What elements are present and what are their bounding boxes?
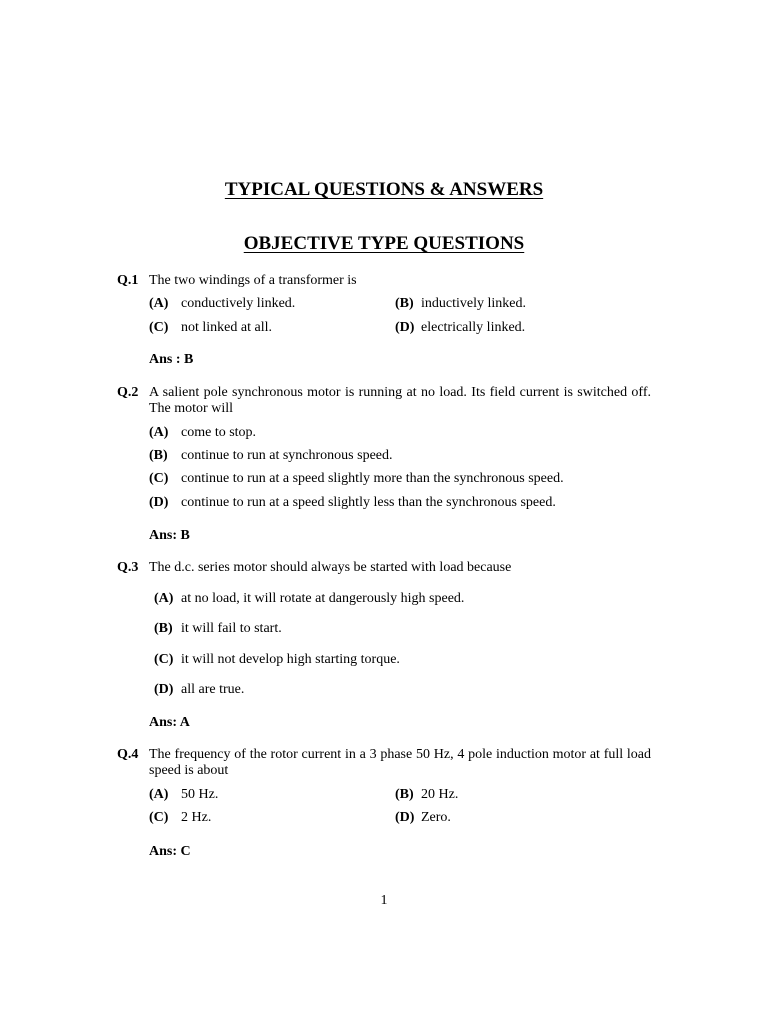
section-title: OBJECTIVE TYPE QUESTIONS [243, 233, 525, 254]
option-text: 50 Hz. [181, 787, 219, 802]
option-label: (C) [149, 471, 169, 486]
option-label: (B) [395, 296, 414, 311]
question-text: The d.c. series motor should always be started with load because [149, 560, 512, 575]
question-number: Q.3 [117, 560, 139, 575]
option-label: (A) [149, 296, 169, 311]
question-text: A salient pole synchronous motor is running at no load. Its field current is switched off. The motor will [149, 385, 651, 416]
option-label: (A) [149, 787, 169, 802]
answer-line: Ans: A [149, 715, 190, 730]
page-title: TYPICAL QUESTIONS & ANSWERS [224, 179, 544, 200]
option-label: (C) [154, 652, 174, 667]
option-text: 2 Hz. [181, 810, 212, 825]
page-number: 1 [380, 893, 388, 908]
option-text: continue to run at a speed slightly less than the synchronous speed. [181, 495, 556, 510]
question-text: The two windings of a transformer is [149, 273, 357, 288]
option-text: continue to run at a speed slightly more than the synchronous speed. [181, 471, 564, 486]
option-text: at no load, it will rotate at dangerously high speed. [181, 591, 465, 606]
option-label: (D) [395, 320, 415, 335]
option-label: (C) [149, 320, 169, 335]
option-text: 20 Hz. [421, 787, 459, 802]
option-label: (B) [395, 787, 414, 802]
option-text: it will fail to start. [181, 621, 282, 636]
option-text: not linked at all. [181, 320, 272, 335]
answer-line: Ans : B [149, 352, 194, 367]
option-text: come to stop. [181, 425, 257, 440]
option-text: electrically linked. [421, 320, 526, 335]
option-text: inductively linked. [421, 296, 526, 311]
question-number: Q.1 [117, 273, 139, 288]
option-label: (D) [395, 810, 415, 825]
option-label: (C) [149, 810, 169, 825]
question-number: Q.2 [117, 385, 139, 400]
answer-line: Ans: C [149, 844, 191, 859]
option-text: it will not develop high starting torque. [181, 652, 400, 667]
question-number: Q.4 [117, 747, 139, 762]
option-label: (D) [149, 495, 169, 510]
option-text: Zero. [421, 810, 451, 825]
option-text: all are true. [181, 682, 245, 697]
question-text: The frequency of the rotor current in a 3 phase 50 Hz, 4 pole induction motor at full load speed is about [149, 747, 651, 778]
option-label: (B) [149, 448, 168, 463]
option-text: conductively linked. [181, 296, 296, 311]
option-text: continue to run at synchronous speed. [181, 448, 393, 463]
option-label: (A) [154, 591, 174, 606]
answer-line: Ans: B [149, 528, 190, 543]
option-label: (D) [154, 682, 174, 697]
option-label: (A) [149, 425, 169, 440]
option-label: (B) [154, 621, 173, 636]
